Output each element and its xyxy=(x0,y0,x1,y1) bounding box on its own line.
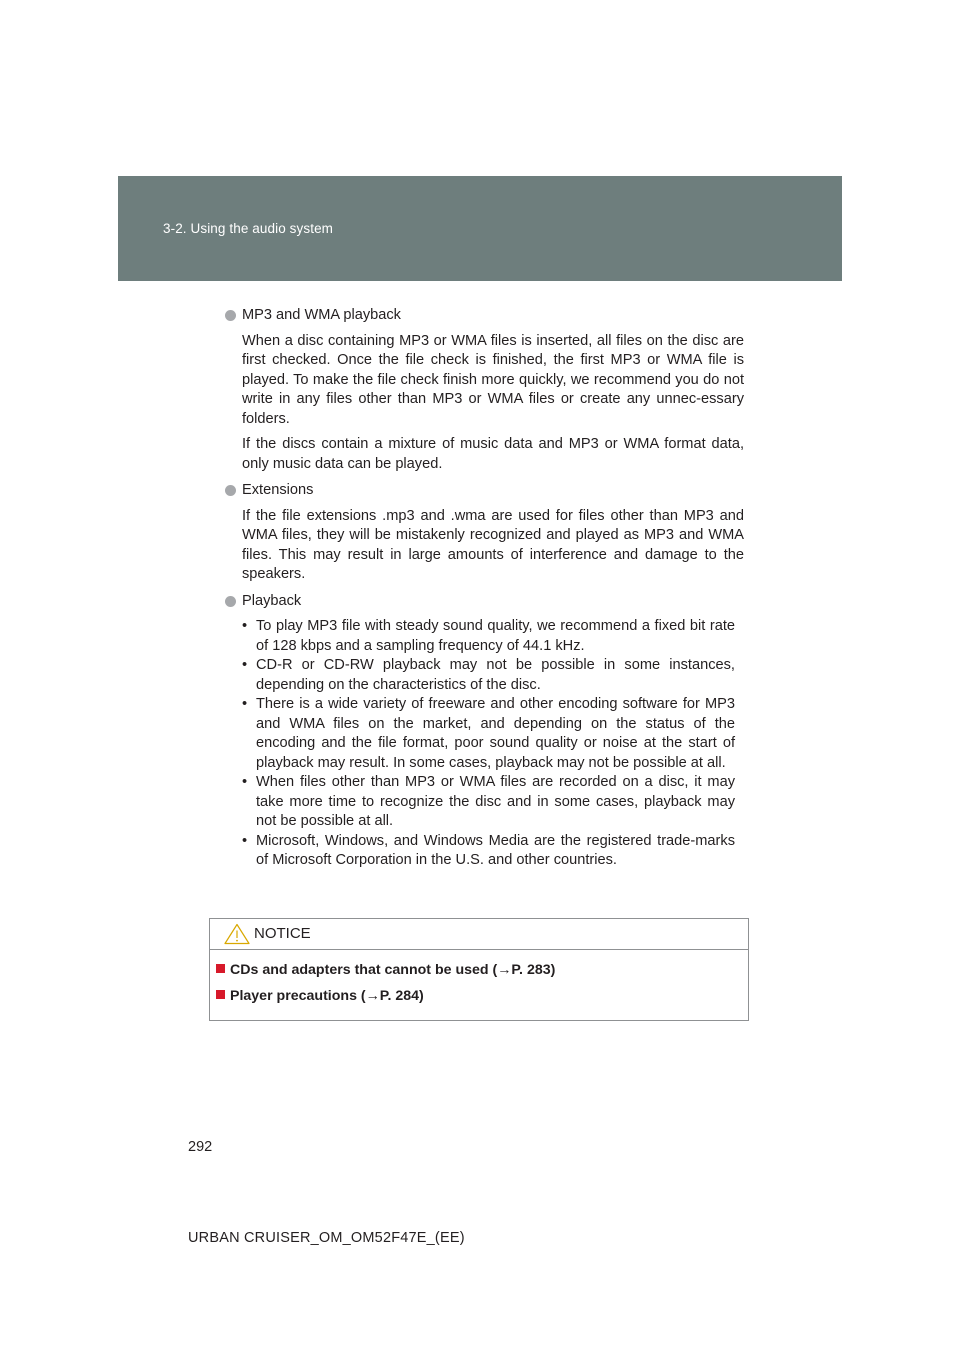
section-heading-text: Playback xyxy=(242,592,302,609)
list-item: • Microsoft, Windows, and Windows Media are the registered trade-marks of Microsoft Corporation in the U.S. and other countries. xyxy=(242,832,735,868)
playback-list xyxy=(242,617,735,871)
section-extensions xyxy=(222,481,744,585)
warning-triangle-icon xyxy=(224,923,250,945)
list-item: • CD-R or CD-RW playback may not be possible in some instances, depending on the characteristics of the disc. xyxy=(242,657,735,693)
section-heading-text: MP3 and WMA playback xyxy=(242,307,401,323)
notice-item: CDs and adapters that cannot be used (→P. 283) xyxy=(216,962,555,978)
section-heading xyxy=(222,306,744,326)
bullet-dot-icon xyxy=(225,596,236,607)
notice-header xyxy=(210,919,748,950)
section-header-band xyxy=(118,176,842,281)
bullet-dot-icon xyxy=(225,485,236,496)
bullet-marker: • xyxy=(242,618,248,634)
page-number: 292 xyxy=(188,1139,213,1155)
section-heading xyxy=(222,481,744,501)
section-title: 3-2. Using the audio system xyxy=(163,221,334,236)
list-item: • To play MP3 file with steady sound quality, we recommend a fixed bit rate of 128 kbps and a sampling frequency of 44.1 kHz. xyxy=(242,618,735,654)
square-bullet-icon xyxy=(216,990,225,999)
section-heading-text: Extensions xyxy=(242,482,314,498)
list-item: • There is a wide variety of freeware and other encoding software for MP3 and WMA files on the market, and depending on the status of the encoding and the file format, poor sound quality or noise at the start of playback may result. In some cases, playback may not be possible at all. xyxy=(242,696,735,771)
section-heading xyxy=(222,592,744,612)
document-footer: URBAN CRUISER_OM_OM52F47E_(EE) xyxy=(188,1230,465,1246)
body-paragraph: If the discs contain a mixture of music data and MP3 or WMA format data, only music data can be played. xyxy=(242,436,744,472)
notice-box xyxy=(209,918,749,1021)
bullet-marker: • xyxy=(242,832,248,849)
body-paragraph: If the file extensions .mp3 and .wma are used for files other than MP3 and WMA files, they will be mistakenly recognized and played as MP3 and WMA files. This may result in large amounts of interference and damage to the speakers. xyxy=(242,507,744,582)
notice-title: NOTICE xyxy=(254,925,311,942)
bullet-marker: • xyxy=(242,774,248,790)
bullet-marker: • xyxy=(242,657,248,673)
square-bullet-icon xyxy=(216,964,225,973)
main-content xyxy=(222,306,744,878)
body-paragraph: When a disc containing MP3 or WMA files is inserted, all files on the disc are first checked. Once the file check is finished, the first MP3 or WMA file is played. To make the file check finish more quickly, we recommend you do not write in any files other than MP3 or WMA files or create any unnec-essary folders. xyxy=(242,332,744,427)
notice-item: Player precautions (→P. 284) xyxy=(216,988,424,1004)
bullet-marker: • xyxy=(242,696,248,712)
bullet-dot-icon xyxy=(225,310,236,321)
list-item: • When files other than MP3 or WMA files are recorded on a disc, it may take more time to recognize the disc and in some cases, playback may not be possible at all. xyxy=(242,774,735,829)
section-playback xyxy=(222,592,744,871)
section-mp3-wma-playback xyxy=(222,306,744,474)
